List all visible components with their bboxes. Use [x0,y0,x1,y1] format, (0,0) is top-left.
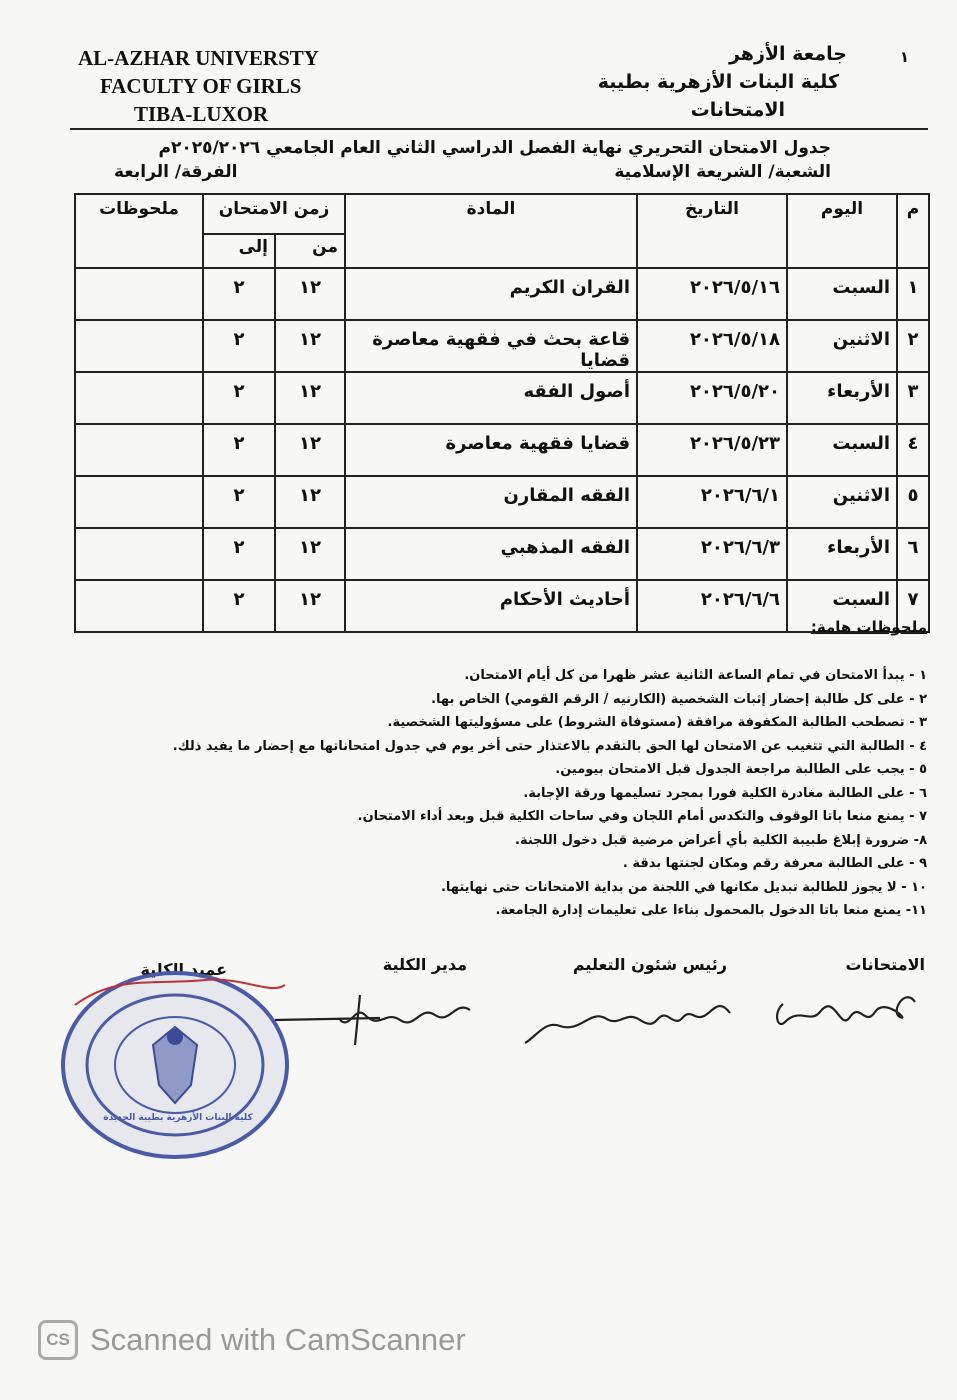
row-num: ٤ [897,424,929,476]
table-row [75,424,929,476]
note-item: ٨- ضرورة إبلاغ طبيبة الكلية بأي أعراض مرضية قبل دخول اللجنة. [515,832,927,848]
row-subject: أصول الفقه [345,372,637,424]
stamp-text: كلية البنات الأزهرية بطيبة الجديدة [103,1113,253,1123]
row-date: ٢٠٢٦/٥/١٨ [637,320,787,372]
row-num: ٣ [897,372,929,424]
note-item: ٣ - تصطحب الطالبة المكفوفة مرافقة (مستوفاة الشروط) على مسؤوليتها الشخصية. [387,715,927,730]
header-divider [70,128,928,130]
signature-scrawl-director [270,990,480,1050]
grade-label: الفرقة/ الرابعة [114,162,238,182]
row-notes [75,320,203,372]
row-time-from: ١٢ [275,372,345,424]
row-time-to: ٢ [203,268,275,320]
note-item: ٦ - على الطالبة مغادرة الكلية فورا بمجرد تسليمها ورقة الإجابة. [523,785,927,801]
row-day: السبت [787,268,897,320]
schedule-title: جدول الامتحان التحريري نهاية الفصل الدراسي الثاني العام الجامعي ٢٠٢٥/٢٠٢٦م [158,138,831,158]
header-day: اليوم [787,194,897,268]
note-item: ٢ - على كل طالبة إحضار إثبات الشخصية (الكارنيه / الرقم القومي) الخاص بها. [431,691,927,707]
row-time-from: ١٢ [275,528,345,580]
faculty-name-en: FACULTY OF GIRLS [100,74,302,98]
note-item: ١ - يبدأ الامتحان في تمام الساعة الثانية عشر ظهرا من كل أيام الامتحان. [464,668,927,683]
row-time-to: ٢ [203,580,275,632]
signature-education-head: رئيس شئون التعليم [572,955,727,974]
row-time-from: ١٢ [275,268,345,320]
note-item: ١١- يمنع منعا باتا الدخول بالمحمول بناءا على تعليمات إدارة الجامعة. [495,903,927,918]
note-item: ٩ - على الطالبة معرفة رقم ومكان لجنتها بدقة . [622,856,927,871]
table-row [75,528,929,580]
row-num: ١ [897,268,929,320]
row-day: الاثنين [787,476,897,528]
header-date: التاريخ [637,194,787,268]
row-date: ٢٠٢٦/٥/١٦ [637,268,787,320]
header-num: م [897,194,929,268]
note-item: ٤ - الطالبة التي تتغيب عن الامتحان لها الحق بالتقدم بالاعتذار حتى أخر يوم في جدول امتحاناتها مع إحضار ما يفيد ذلك. [172,738,927,754]
row-day: الأربعاء [787,372,897,424]
note-item: ٧ - يمنع منعا باتا الوقوف والتكدس أمام اللجان وفي ساحات الكلية قبل وبعد أداء الامتحان. [357,809,927,824]
location-en: TIBA-LUXOR [134,102,269,126]
row-num: ٥ [897,476,929,528]
table-row [75,372,929,424]
faculty-name-ar: كلية البنات الأزهرية بطيبة [597,71,839,93]
row-day: الاثنين [787,320,897,372]
row-time-from: ١٢ [275,320,345,372]
row-subject: القران الكريم [345,268,637,320]
header-from: من [275,234,345,268]
row-time-to: ٢ [203,476,275,528]
row-num: ٢ [897,320,929,372]
department-ar: الامتحانات [690,99,785,121]
camscanner-watermark [38,1320,466,1360]
section-label: الشعبة/ الشريعة الإسلامية [614,162,831,182]
university-name-en: AL-AZHAR UNIVERSTY [78,46,319,70]
row-notes [75,476,203,528]
row-day: السبت [787,424,897,476]
signature-scrawl-exams [765,982,925,1042]
notes-list [147,664,927,923]
note-item: ٥ - يجب على الطالبة مراجعة الجدول قبل الامتحان بيومين. [555,762,927,777]
row-time-from: ١٢ [275,424,345,476]
header-exam-time: زمن الامتحان [203,194,345,234]
row-date: ٢٠٢٦/٥/٢٠ [637,372,787,424]
row-time-from: ١٢ [275,476,345,528]
signature-college-director: مدير الكلية [382,955,467,974]
row-time-from: ١٢ [275,580,345,632]
header-notes: ملحوظات [75,194,203,268]
camscanner-logo-icon: CS [38,1320,78,1360]
row-notes [75,580,203,632]
row-time-to: ٢ [203,528,275,580]
signature-exams: الامتحانات [845,955,925,974]
row-time-to: ٢ [203,424,275,476]
exam-schedule-table [74,193,930,633]
university-name-ar: جامعة الأزهر [728,43,847,65]
row-subject: الفقه المذهبي [345,528,637,580]
row-notes [75,528,203,580]
row-subject: أحاديث الأحكام [345,580,637,632]
camscanner-text: Scanned with CamScanner [90,1322,466,1357]
row-date: ٢٠٢٦/٦/١ [637,476,787,528]
row-date: ٢٠٢٦/٥/٢٣ [637,424,787,476]
row-notes [75,424,203,476]
schedule-subtitle [74,162,831,188]
arabic-header [527,40,847,124]
table-header-row [75,194,929,234]
header-to: إلى [203,234,275,268]
header-subject: المادة [345,194,637,268]
signature-dean: عميد الكلية [140,960,227,979]
notes-title: ملحوظات هامة: [810,618,927,636]
row-subject: قضايا فقهية معاصرة [345,424,637,476]
row-time-to: ٢ [203,320,275,372]
row-date: ٢٠٢٦/٦/٣ [637,528,787,580]
page-mark: ١ [899,48,909,66]
row-notes [75,372,203,424]
table-body [75,268,929,632]
note-item: ١٠ - لا يجوز للطالبة تبديل مكانها في اللجنة من بداية الامتحانات حتى نهايتها. [440,879,927,895]
row-notes [75,268,203,320]
row-num: ٧ [897,580,929,632]
row-time-to: ٢ [203,372,275,424]
row-day: السبت [787,580,897,632]
row-subject: قاعة بحث في فقهية معاصرة قضايا [345,320,637,372]
table-row [75,476,929,528]
row-subject: الفقه المقارن [345,476,637,528]
row-day: الأربعاء [787,528,897,580]
row-num: ٦ [897,528,929,580]
english-header [78,44,378,128]
college-stamp [55,965,295,1165]
row-date: ٢٠٢٦/٦/٦ [637,580,787,632]
table-row [75,580,929,632]
table-row [75,268,929,320]
table-row [75,320,929,372]
signature-scrawl-education [520,988,740,1048]
